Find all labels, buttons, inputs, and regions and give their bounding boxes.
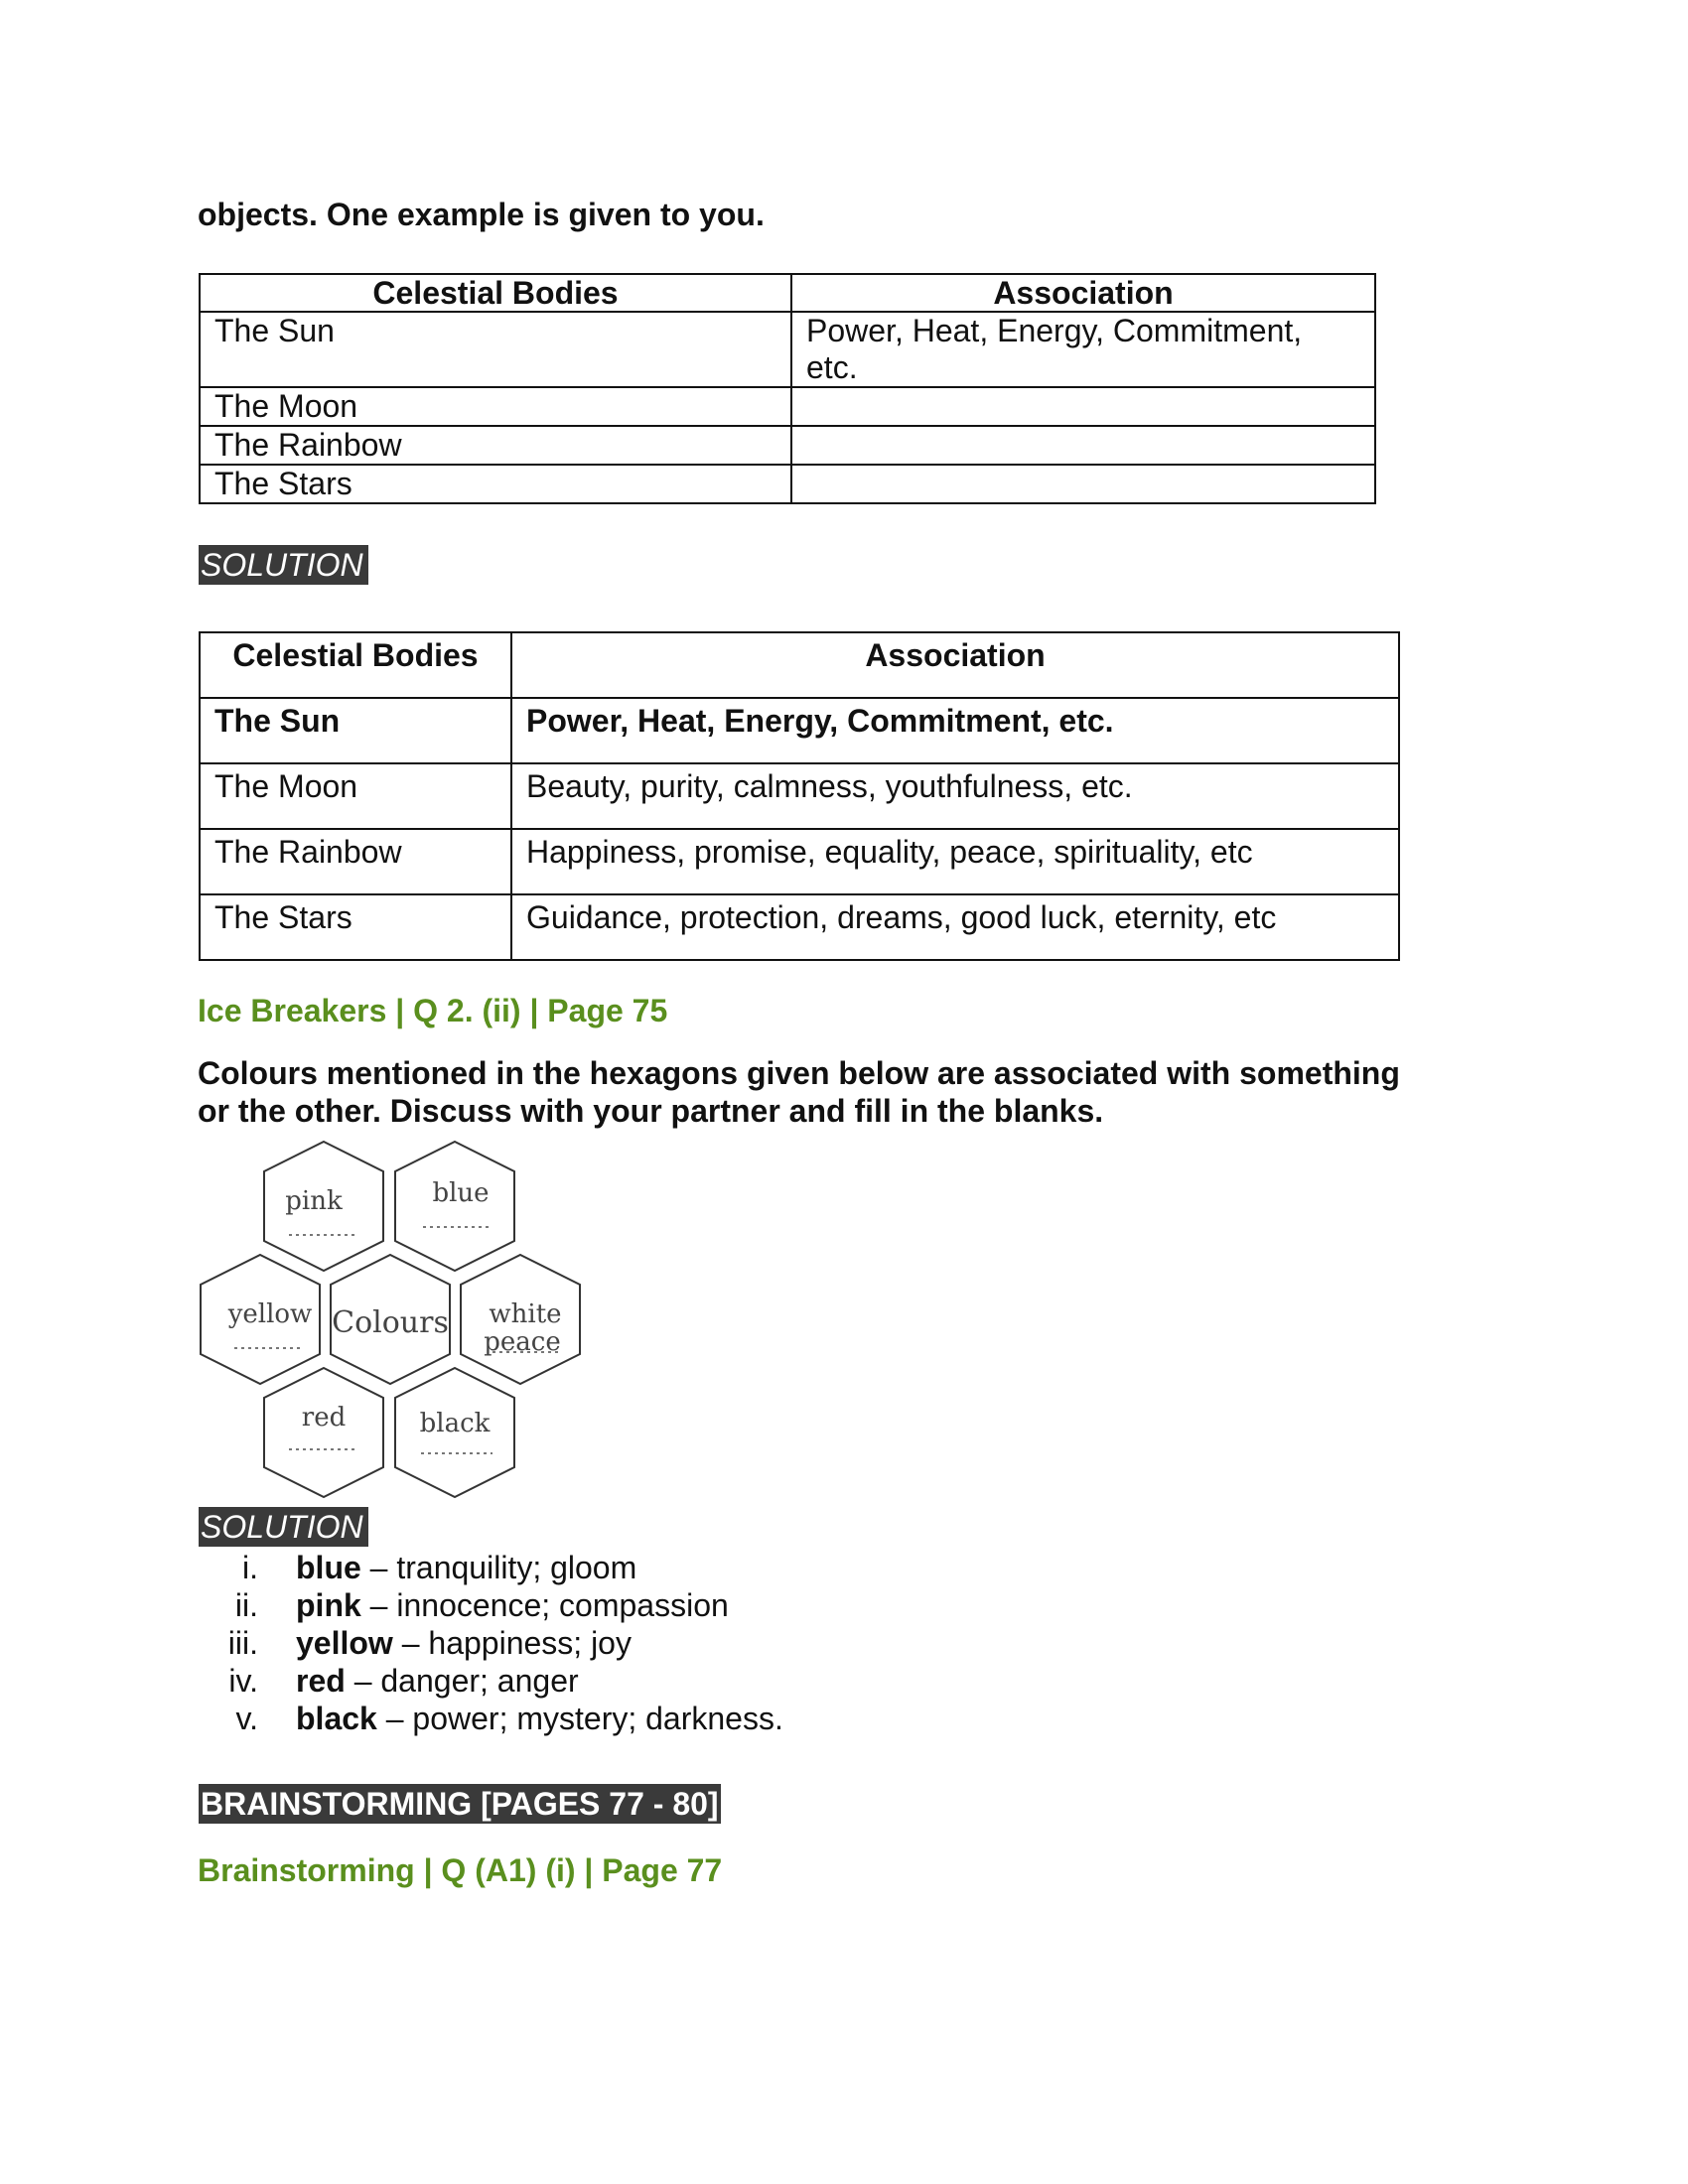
solution-label: SOLUTION — [199, 545, 368, 585]
list-item — [199, 1624, 783, 1662]
list-item — [199, 1549, 783, 1586]
header-association: Association — [511, 632, 1399, 698]
prompt-line: or the other. Discuss with your partner and fill in the blanks. — [198, 1093, 1104, 1129]
list-color: red — [296, 1663, 346, 1699]
hex-label-black: black — [419, 1409, 491, 1438]
hex-label-red: red — [301, 1403, 347, 1433]
cell-association — [791, 387, 1375, 426]
hex-label-blue: blue — [432, 1178, 490, 1208]
table-row — [200, 894, 1399, 960]
table-row — [200, 312, 1375, 387]
question-prompt — [198, 1054, 1488, 1130]
list-color: blue — [296, 1550, 361, 1585]
cell-association: Beauty, purity, calmness, youthfulness, etc. — [511, 763, 1399, 829]
cell-association — [791, 465, 1375, 503]
list-number: i. — [242, 1550, 258, 1585]
table-row — [200, 763, 1399, 829]
hex-label-center: Colours — [332, 1305, 449, 1340]
header-association: Association — [791, 274, 1375, 312]
list-item — [199, 1700, 783, 1737]
list-color: yellow — [296, 1625, 393, 1661]
solution-label: SOLUTION — [199, 1507, 368, 1547]
cell-association — [791, 426, 1375, 465]
table-row — [200, 426, 1375, 465]
list-number: iii. — [227, 1625, 258, 1661]
list-text: – tranquility; gloom — [360, 1550, 637, 1585]
section-heading-brainstorming: Brainstorming | Q (A1) (i) | Page 77 — [198, 1852, 723, 1888]
table-row — [200, 465, 1375, 503]
hex-label-pink: pink — [285, 1186, 343, 1216]
list-number: ii. — [234, 1587, 258, 1623]
solution-list — [199, 1549, 783, 1737]
list-text: – happiness; joy — [392, 1625, 632, 1661]
table-header-row — [200, 632, 1399, 698]
hexagon-diagram — [195, 1132, 592, 1509]
cell-association: Happiness, promise, equality, peace, spirituality, etc — [511, 829, 1399, 894]
hexagon-red — [264, 1368, 383, 1497]
list-item — [199, 1662, 783, 1700]
cell-body: The Rainbow — [200, 426, 791, 465]
cell-body: The Stars — [200, 894, 511, 960]
cell-association: Guidance, protection, dreams, good luck, eternity, etc — [511, 894, 1399, 960]
list-number: v. — [235, 1701, 258, 1736]
list-color: black — [296, 1701, 377, 1736]
header-celestial-bodies: Celestial Bodies — [200, 632, 511, 698]
cell-body: The Moon — [200, 763, 511, 829]
section-heading-ice-breakers: Ice Breakers | Q 2. (ii) | Page 75 — [198, 993, 668, 1028]
list-color: pink — [296, 1587, 361, 1623]
list-number: iv. — [228, 1663, 258, 1699]
list-text: – innocence; compassion — [360, 1587, 729, 1623]
list-item — [199, 1586, 783, 1624]
cell-body: The Stars — [200, 465, 791, 503]
table-row — [200, 829, 1399, 894]
list-text: – danger; anger — [345, 1663, 579, 1699]
table-header-row — [200, 274, 1375, 312]
table-row — [200, 698, 1399, 763]
intro-text: objects. One example is given to you. — [198, 197, 765, 232]
header-celestial-bodies: Celestial Bodies — [200, 274, 791, 312]
cell-body: The Sun — [200, 312, 791, 387]
cell-association: Power, Heat, Energy, Commitment, etc. — [511, 698, 1399, 763]
solution-table — [199, 631, 1400, 961]
exercise-table — [199, 273, 1376, 504]
brainstorming-section-bar: BRAINSTORMING [PAGES 77 - 80] — [201, 1786, 719, 1822]
table-row — [200, 387, 1375, 426]
prompt-line: Colours mentioned in the hexagons given below are associated with something — [198, 1055, 1400, 1091]
hex-answer-white: peace — [484, 1327, 561, 1357]
hex-label-yellow: yellow — [227, 1299, 313, 1329]
cell-body: The Rainbow — [200, 829, 511, 894]
cell-body: The Sun — [200, 698, 511, 763]
cell-body: The Moon — [200, 387, 791, 426]
hex-label-white: white — [489, 1299, 562, 1329]
cell-association: Power, Heat, Energy, Commitment, etc. — [791, 312, 1375, 387]
list-text: – power; mystery; darkness. — [376, 1701, 783, 1736]
